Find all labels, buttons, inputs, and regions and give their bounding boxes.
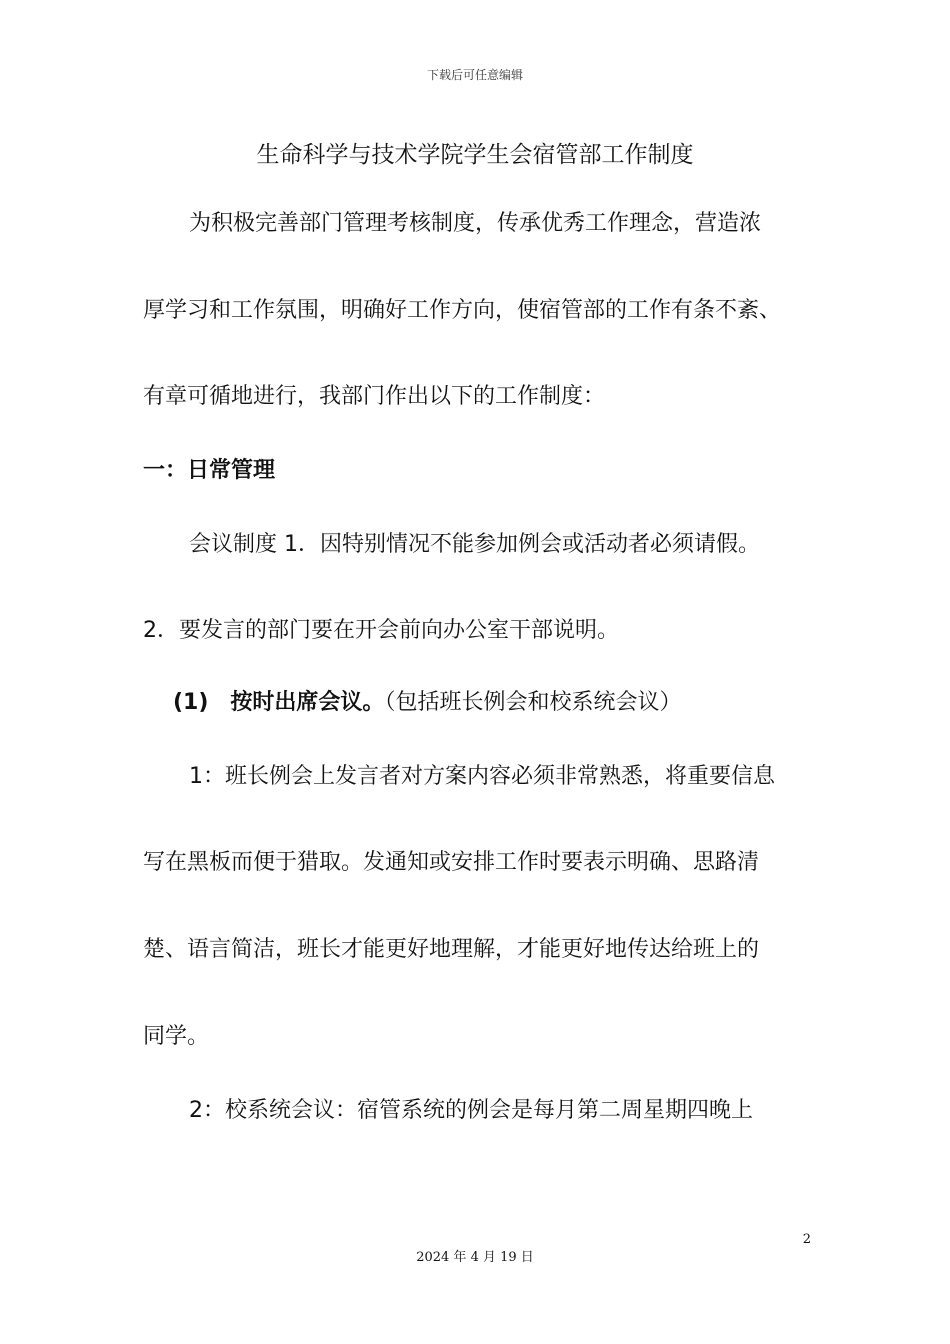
list-item-attend-meetings <box>173 689 681 717</box>
point1-line-3: 楚、语言简洁，班长才能更好地理解，才能更好地传达给班上的 <box>143 937 760 962</box>
point1-line-2: 写在黑板而便于猎取。发通知或安排工作时要表示明确、思路清 <box>143 850 760 875</box>
meeting-rule-line-2: 2．要发言的部门要在开会前向办公室干部说明。 <box>143 618 619 643</box>
list-item-detail: （包括班长例会和校系统会议） <box>384 690 682 715</box>
page-header-note: 下载后可任意编辑 <box>426 68 523 82</box>
point1-line-1: 1：班长例会上发言者对方案内容必须非常熟悉，将重要信息 <box>189 764 775 789</box>
intro-line-1: 为积极完善部门管理考核制度，传承优秀工作理念，营造浓 <box>189 211 762 236</box>
section-heading: 一：日常管理 <box>143 458 276 483</box>
list-item-title: 按时出席会议。 <box>230 690 385 715</box>
page-number: 2 <box>802 1232 811 1247</box>
intro-line-3: 有章可循地进行，我部门作出以下的工作制度： <box>143 384 606 409</box>
footer-date: 2024 年 4 月 19 日 <box>416 1250 534 1265</box>
document-title: 生命科学与技术学院学生会宿管部工作制度 <box>256 142 694 168</box>
list-item-number: (1) <box>173 690 209 715</box>
intro-line-2: 厚学习和工作氛围，明确好工作方向，使宿管部的工作有条不紊、 <box>143 298 782 323</box>
point1-line-4: 同学。 <box>143 1024 210 1049</box>
meeting-rule-line-1: 会议制度 1．因特别情况不能参加例会或活动者必须请假。 <box>189 532 760 557</box>
point2-line-1: 2：校系统会议：宿管系统的例会是每月第二周星期四晚上 <box>189 1098 753 1123</box>
